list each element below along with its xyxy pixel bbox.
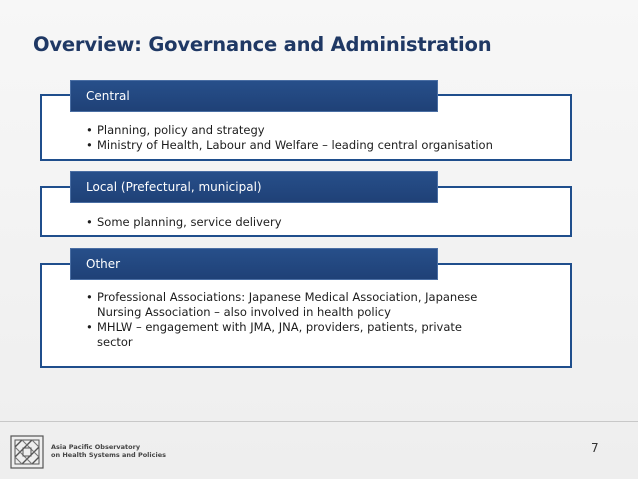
bullet-item: • Planning, policy and strategy: [86, 123, 570, 138]
bullet-item: • Ministry of Health, Labour and Welfare – leading central organisation: [86, 138, 570, 153]
section-local-label: Local (Prefectural, municipal): [70, 171, 438, 203]
section-other-label: Other: [70, 248, 438, 280]
slide-title: Overview: Governance and Administration: [33, 33, 492, 56]
bullet-item: • Some planning, service delivery: [86, 215, 570, 230]
bullet-item: • Professional Associations: Japanese Medical Association, Japanese Nursing Association – also involved in health policy: [86, 290, 482, 320]
org-line: on Health Systems and Policies: [51, 451, 166, 459]
organization-name: [51, 443, 166, 459]
section-central-label: Central: [70, 80, 438, 112]
org-line: Asia Pacific Observatory: [51, 443, 141, 451]
footer-divider: [0, 421, 638, 422]
page-number: 7: [591, 441, 599, 455]
knot-pattern-icon: [10, 435, 44, 469]
bullet-item: • MHLW – engagement with JMA, JNA, providers, patients, private sector: [86, 320, 482, 350]
